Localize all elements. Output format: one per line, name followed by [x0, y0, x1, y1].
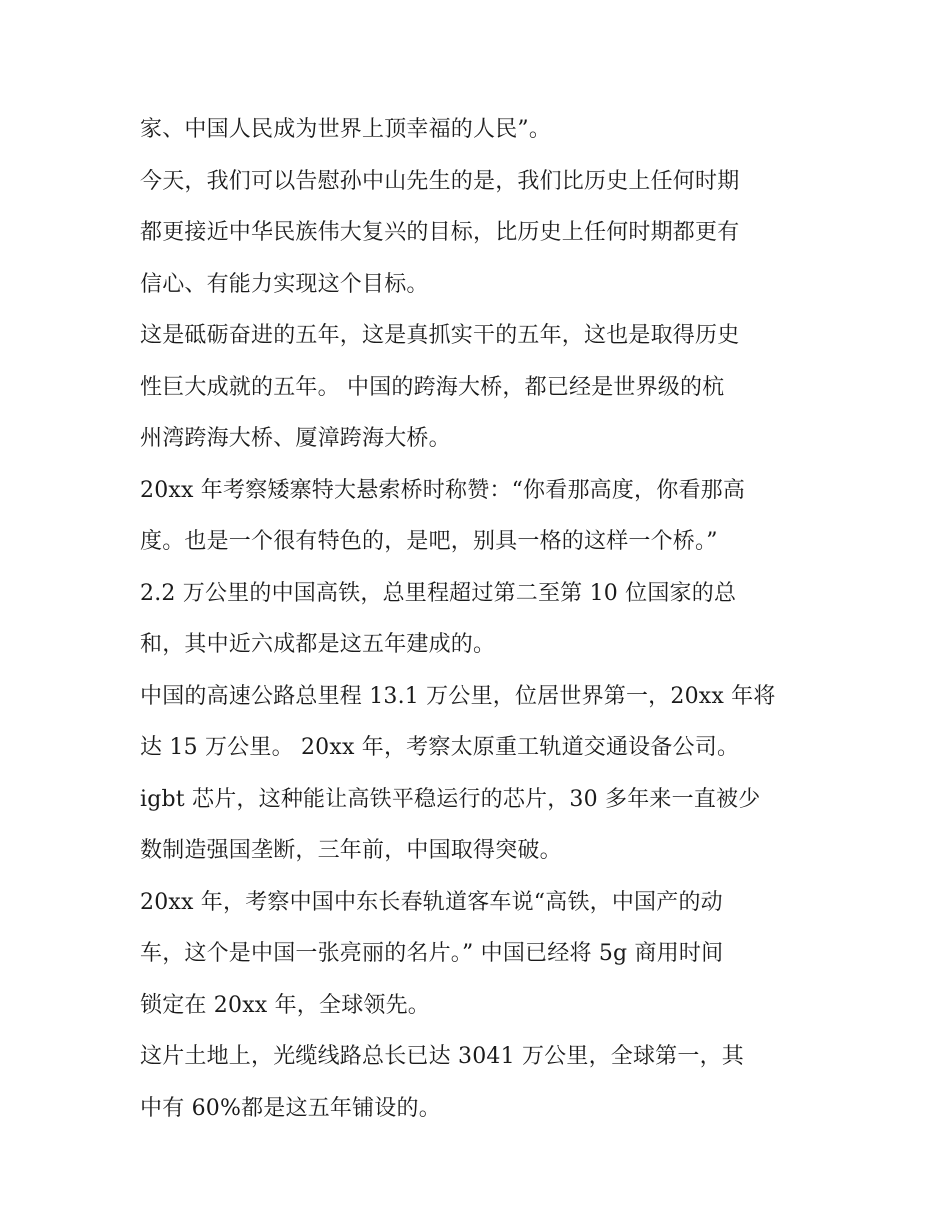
text-line: 和，其中近六成都是这五年建成的。 [140, 632, 496, 657]
text-line: 锁定在 20xx 年，全球领先。 [140, 992, 430, 1018]
text-line: 20xx 年，考察中国中东长春轨道客车说“高铁，中国产的动 [140, 889, 723, 915]
text-line: 这片土地上，光缆线路总长已达 3041 万公里，全球第一，其 [140, 1044, 744, 1069]
document-body [140, 104, 820, 1134]
text-line: 中有 60%都是这五年铺设的。 [140, 1095, 441, 1121]
text-line: 达 15 万公里。 20xx 年，考察太原重工轨道交通设备公司。 [140, 735, 740, 760]
text-line: 州湾跨海大桥、厦漳跨海大桥。 [140, 426, 451, 451]
text-line: 家、中国人民成为世界上顶幸福的人民”。 [140, 117, 552, 142]
text-line: 2.2 万公里的中国高铁，总里程超过第二至第 10 位国家的总 [140, 580, 737, 606]
text-line: 都更接近中华民族伟大复兴的目标，比历史上任何时期都更有 [140, 220, 740, 245]
text-line: 信心、有能力实现这个目标。 [140, 271, 429, 297]
text-line: 中国的高速公路总里程 13.1 万公里，位居世界第一，20xx 年将 [140, 683, 776, 709]
text-line: 车，这个是中国一张亮丽的名片。” 中国已经将 5g 商用时间 [140, 941, 724, 966]
text-line: igbt 芯片，这种能让高铁平稳运行的芯片，30 多年来一直被少 [140, 786, 761, 812]
text-line: 数制造强国垄断，三年前，中国取得突破。 [140, 838, 562, 863]
text-line: 性巨大成就的五年。 中国的跨海大桥，都已经是世界级的杭 [140, 374, 725, 400]
text-line: 今天，我们可以告慰孙中山先生的是，我们比历史上任何时期 [140, 168, 740, 194]
text-line: 20xx 年考察矮寨特大悬索桥时称赞：“你看那高度，你看那高 [140, 477, 746, 503]
text-line: 这是砥砺奋进的五年，这是真抓实干的五年，这也是取得历史 [140, 323, 740, 348]
text-line: 度。也是一个很有特色的，是吧，别具一格的这样一个桥。” [140, 529, 718, 554]
